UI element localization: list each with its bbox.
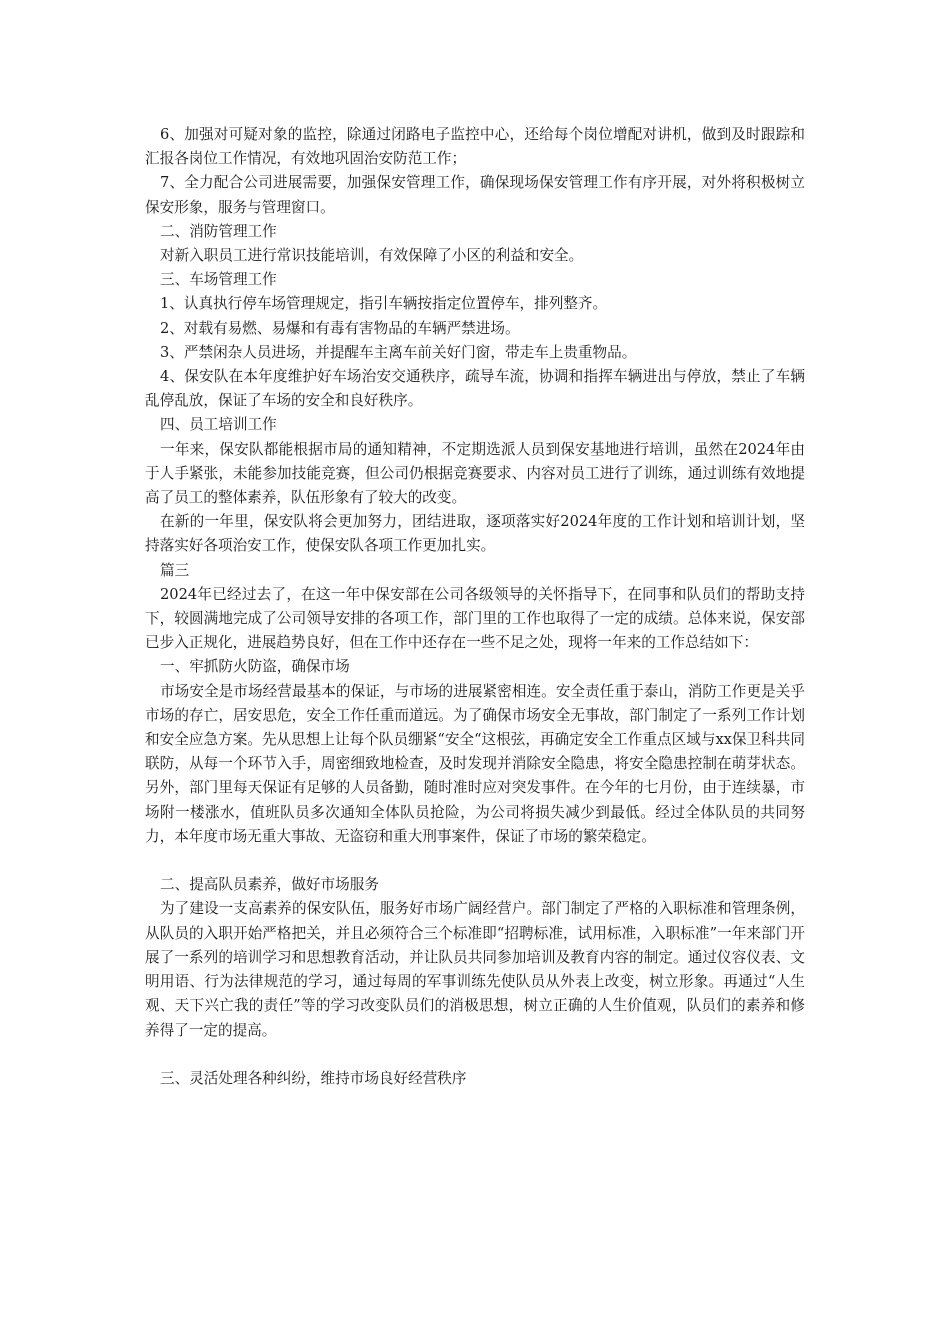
paragraph: 4、保安队在本年度维护好车场治安交通秩序，疏导车流，协调和指挥车辆进出与停放，禁止了车辆乱停乱放，保证了车场的安全和良好秩序。 bbox=[145, 368, 805, 410]
section-heading: 四、员工培训工作 bbox=[160, 416, 277, 434]
part-heading: 篇三 bbox=[160, 561, 190, 579]
blank-line bbox=[145, 849, 805, 873]
section-heading: 二、消防管理工作 bbox=[160, 222, 277, 240]
document-body bbox=[145, 123, 805, 1091]
section-heading: 三、车场管理工作 bbox=[160, 271, 277, 289]
section-heading: 三、灵活处理各种纠纷，维持市场良好经营秩序 bbox=[160, 1069, 467, 1087]
section-heading: 二、提高队员素养，做好市场服务 bbox=[160, 876, 379, 894]
paragraph: 1、认真执行停车场管理规定，指引车辆按指定位置停车，排列整齐。 bbox=[160, 295, 608, 313]
paragraph: 3、严禁闲杂人员进场，并提醒车主离车前关好门窗，带走车上贵重物品。 bbox=[160, 343, 637, 361]
paragraph: 2024年已经过去了，在这一年中保安部在公司各级领导的关怀指导下，在同事和队员们的帮助支持下，较圆满地完成了公司领导安排的各项工作，部门里的工作也取得了一定的成绩。总体来说，保安部已步入正规化，进展趋势良好，但在工作中还存在一些不足之处，现将一年来的工作总结如下： bbox=[145, 585, 805, 652]
paragraph: 对新入职员工进行常识技能培训，有效保障了小区的利益和安全。 bbox=[160, 247, 584, 265]
paragraph: 一年来，保安队都能根据市局的通知精神，不定期选派人员到保安基地进行培训，虽然在2024年由于人手紧张，未能参加技能竞赛，但公司仍根据竞赛要求、内容对员工进行了训练，通过训练有效地提高了员工的整体素养，队伍形象有了较大的改变。 bbox=[145, 440, 805, 507]
paragraph: 6、加强对可疑对象的监控，除通过闭路电子监控中心，还给每个岗位增配对讲机，做到及时跟踪和汇报各岗位工作情况，有效地巩固治安防范工作； bbox=[145, 126, 805, 168]
paragraph: 2、对载有易燃、易爆和有毒有害物品的车辆严禁进场。 bbox=[160, 319, 520, 337]
paragraph: 市场安全是市场经营最基本的保证，与市场的进展紧密相连。安全责任重于泰山，消防工作更是关乎市场的存亡，居安思危，安全工作任重而道远。为了确保市场安全无事故，部门制定了一系列工作计划和安全应急方案。先从思想上让每个队员绷紧“安全“这根弦，再确定安全工作重点区域与xx保卫科共同联防，从每一个环节入手，周密细致地检查，及时发现并消除安全隐患，将安全隐患控制在萌芽状态。另外，部门里每天保证有足够的人员备勤，随时准时应对突发事件。在今年的七月份，由于连续暴，市场附一楼涨水，值班队员多次通知全体队员抢险，为公司将损失减少到最低。经过全体队员的共同努力，本年度市场无重大事故、无盗窃和重大刑事案件，保证了市场的繁荣稳定。 bbox=[145, 682, 805, 845]
section-heading: 一、牢抓防火防盗，确保市场 bbox=[160, 658, 350, 676]
paragraph: 7、全力配合公司进展需要，加强保安管理工作，确保现场保安管理工作有序开展，对外将积极树立保安形象，服务与管理窗口。 bbox=[145, 174, 805, 216]
paragraph: 为了建设一支高素养的保安队伍，服务好市场广阔经营户。部门制定了严格的入职标准和管理条例，从队员的入职开始严格把关，并且必须符合三个标准即“招聘标准，试用标准，入职标准”一年来部门开展了一系列的培训学习和思想教育活动，并让队员共同参加培训及教育内容的制定。通过仪容仪表、文明用语、行为法律规范的学习，通过每周的军事训练先使队员从外表上改变，树立形象。再通过“人生观、天下兴亡我的责任”等的学习改变队员们的消极思想，树立正确的人生价值观，队员们的素养和修养得了一定的提高。 bbox=[145, 900, 805, 1039]
blank-line bbox=[145, 1043, 805, 1067]
paragraph: 在新的一年里，保安队将会更加努力，团结进取，逐项落实好2024年度的工作计划和培训计划，坚持落实好各项治安工作，使保安队各项工作更加扎实。 bbox=[145, 513, 805, 555]
